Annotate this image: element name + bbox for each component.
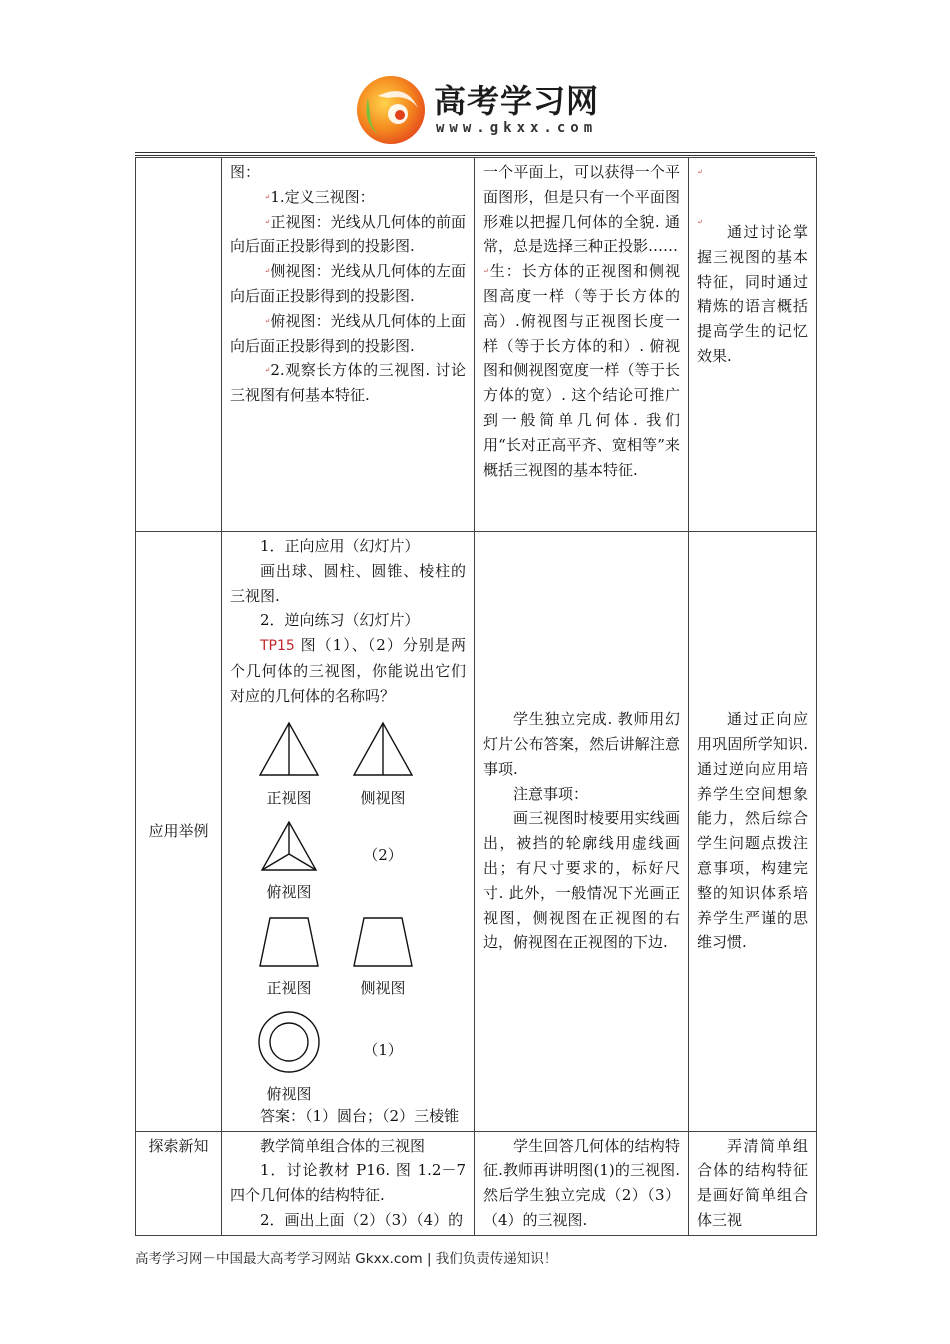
text-line: 2.观察长方体的三视图. 讨论三视图有何基本特征. <box>230 361 466 405</box>
text-line: 1．讨论教材 P16. 图 1.2－7 四个几何体的结构特征. <box>230 1161 466 1205</box>
text-line: 教学简单组合体的三视图 <box>260 1136 426 1155</box>
design-intent: ↵ ↵ 通过讨论掌握三视图的基本特征，同时通过精炼的语言概括提高学生的记忆效果. <box>689 158 817 532</box>
table-row <box>136 1131 817 1235</box>
figure-number: （1） <box>363 1041 403 1060</box>
top-view-caption: 俯视图 <box>266 883 312 902</box>
top-view-caption: 俯视图 <box>266 1084 312 1103</box>
pyramid-front-view-icon <box>258 721 320 779</box>
logo-emblem-icon <box>348 68 434 148</box>
logo-name: 高考学习网 <box>434 82 600 120</box>
teacher-student-activity <box>475 1131 689 1235</box>
teaching-content <box>222 1131 475 1235</box>
figure-1-row1 <box>254 916 466 998</box>
text-line: 图： <box>230 163 261 181</box>
logo-url: www.gkxx.com <box>436 120 598 136</box>
side-view-caption: 侧视图 <box>360 978 406 997</box>
text-line: 一个平面上，可以获得一个平面图形，但是只有一个平面图形难以把握几何体的全貌. 通常，总是选择三种正投影…… <box>483 163 680 256</box>
figure-number: （2） <box>363 845 403 864</box>
design-intent <box>689 532 817 1132</box>
site-logo <box>348 68 618 148</box>
tp-tag: TP15 <box>260 638 295 655</box>
front-view-caption: 正视图 <box>266 978 312 997</box>
pyramid-top-view-icon <box>260 820 318 872</box>
figure-2-row1 <box>254 721 466 809</box>
teacher-student-activity <box>475 532 689 1132</box>
text-line: 俯视图：光线从几何体的上面向后面正投影得到的投影图. <box>230 311 466 355</box>
teaching-content <box>222 532 475 1132</box>
design-intent <box>689 1131 817 1235</box>
text-line: 学生独立完成. 教师用幻灯片公布答案，然后讲解注意事项. <box>483 710 680 778</box>
text-line: 通过讨论掌握三视图的基本特征，同时通过精炼的语言概括提高学生的记忆效果. <box>697 223 808 365</box>
page-footer: 高考学习网－中国最大高考学习网站 Gkxx.com | 我们负责传递知识！ <box>135 1251 558 1267</box>
text-line: 2．逆向练习（幻灯片） <box>260 611 420 630</box>
lesson-table <box>135 157 817 1236</box>
teaching-content: 图： ↵1.定义三视图： ↵正视图：光线从几何体的前面向后面正投影得到的投影图. ↵侧视图：光线从几何体的左面向后面正投影得到的投影图. ↵俯视图：光线从几何体的上面向后面正投影得到的投影图. ↵2.观察长方体的三视图. 讨论三视图有何基本特征. <box>222 158 475 532</box>
text-line: 学生回答几何体的结构特征.教师再讲明图(1)的三视图. 然后学生独立完成（2）（3）（4）的三视图. <box>483 1136 680 1229</box>
text-line: 1．正向应用（幻灯片） <box>260 537 420 555</box>
frustum-top-view-icon <box>257 1010 321 1074</box>
text-line: 侧视图：光线从几何体的左面向后面正投影得到的投影图. <box>230 262 466 305</box>
table-row <box>136 158 817 532</box>
figure-2-row2 <box>254 820 466 902</box>
teacher-student-activity: 一个平面上，可以获得一个平面图形，但是只有一个平面图形难以把握几何体的全貌. 通常，总是选择三种正投影…… ↵生：长方体的正视图和侧视图高度一样（等于长方体的高）.俯视图与正视图长度一样（等于长方体的和）. 俯视图和侧视图宽度一样（等于长方体的宽）. 这个结论可推广到一般简单几何体. 我们用“长对正高平齐、宽相等”来概括三视图的基本特征. <box>475 158 689 532</box>
text-line: 画三视图时棱要用实线画出，被挡的轮廓线用虚线画出；有尺寸要求的，标好尺寸. 此外，一般情况下光画正视图，侧视图在正视图的右边，俯视图在正视图的下边. <box>483 809 680 952</box>
row-label <box>136 158 222 532</box>
table-row <box>136 532 817 1132</box>
pyramid-side-view-icon <box>352 721 414 779</box>
frustum-front-view-icon <box>258 916 320 968</box>
row-label: 探索新知 <box>136 1131 222 1235</box>
text-line: 1.定义三视图： <box>270 187 375 206</box>
answer-text: 答案：（1）圆台；（2）三棱锥 <box>260 1106 460 1125</box>
frustum-side-view-icon <box>352 916 414 968</box>
front-view-caption: 正视图 <box>266 789 312 808</box>
text-line: 弄清简单组合体的结构特征是画好简单组合体三视 <box>697 1136 808 1229</box>
text-line: 正视图：光线从几何体的前面向后面正投影得到的投影图. <box>230 212 466 256</box>
text-line: 通过正向应用巩固所学知识. 通过逆向应用培养学生空间想象能力，然后综合学生问题点拨注意事项，构建完整的知识体系培养学生严谨的思维习惯. <box>697 710 808 952</box>
side-view-caption: 侧视图 <box>360 789 406 808</box>
row-label: 应用举例 <box>136 532 222 1132</box>
text-line: 画出球、圆柱、圆锥、棱柱的三视图. <box>230 561 466 605</box>
header-rule <box>135 152 815 153</box>
text-line: 注意事项： <box>513 784 589 803</box>
text-line: 2．画出上面（2）（3）（4）的 <box>260 1210 464 1229</box>
text-line: 图（1）、（2）分别是两个几何体的三视图，你能说出它们对应的几何体的名称吗？ <box>230 636 466 705</box>
header-rule-2 <box>135 155 815 156</box>
text-line: 生：长方体的正视图和侧视图高度一样（等于长方体的高）.俯视图与正视图长度一样（等于长方体的和）. 俯视图和侧视图宽度一样（等于长方体的宽）. 这个结论可推广到一般简单几何体. 我们用“长对正高平齐、宽相等”来概括三视图的基本特征. <box>483 262 680 479</box>
figure-1-row2 <box>254 1010 466 1104</box>
